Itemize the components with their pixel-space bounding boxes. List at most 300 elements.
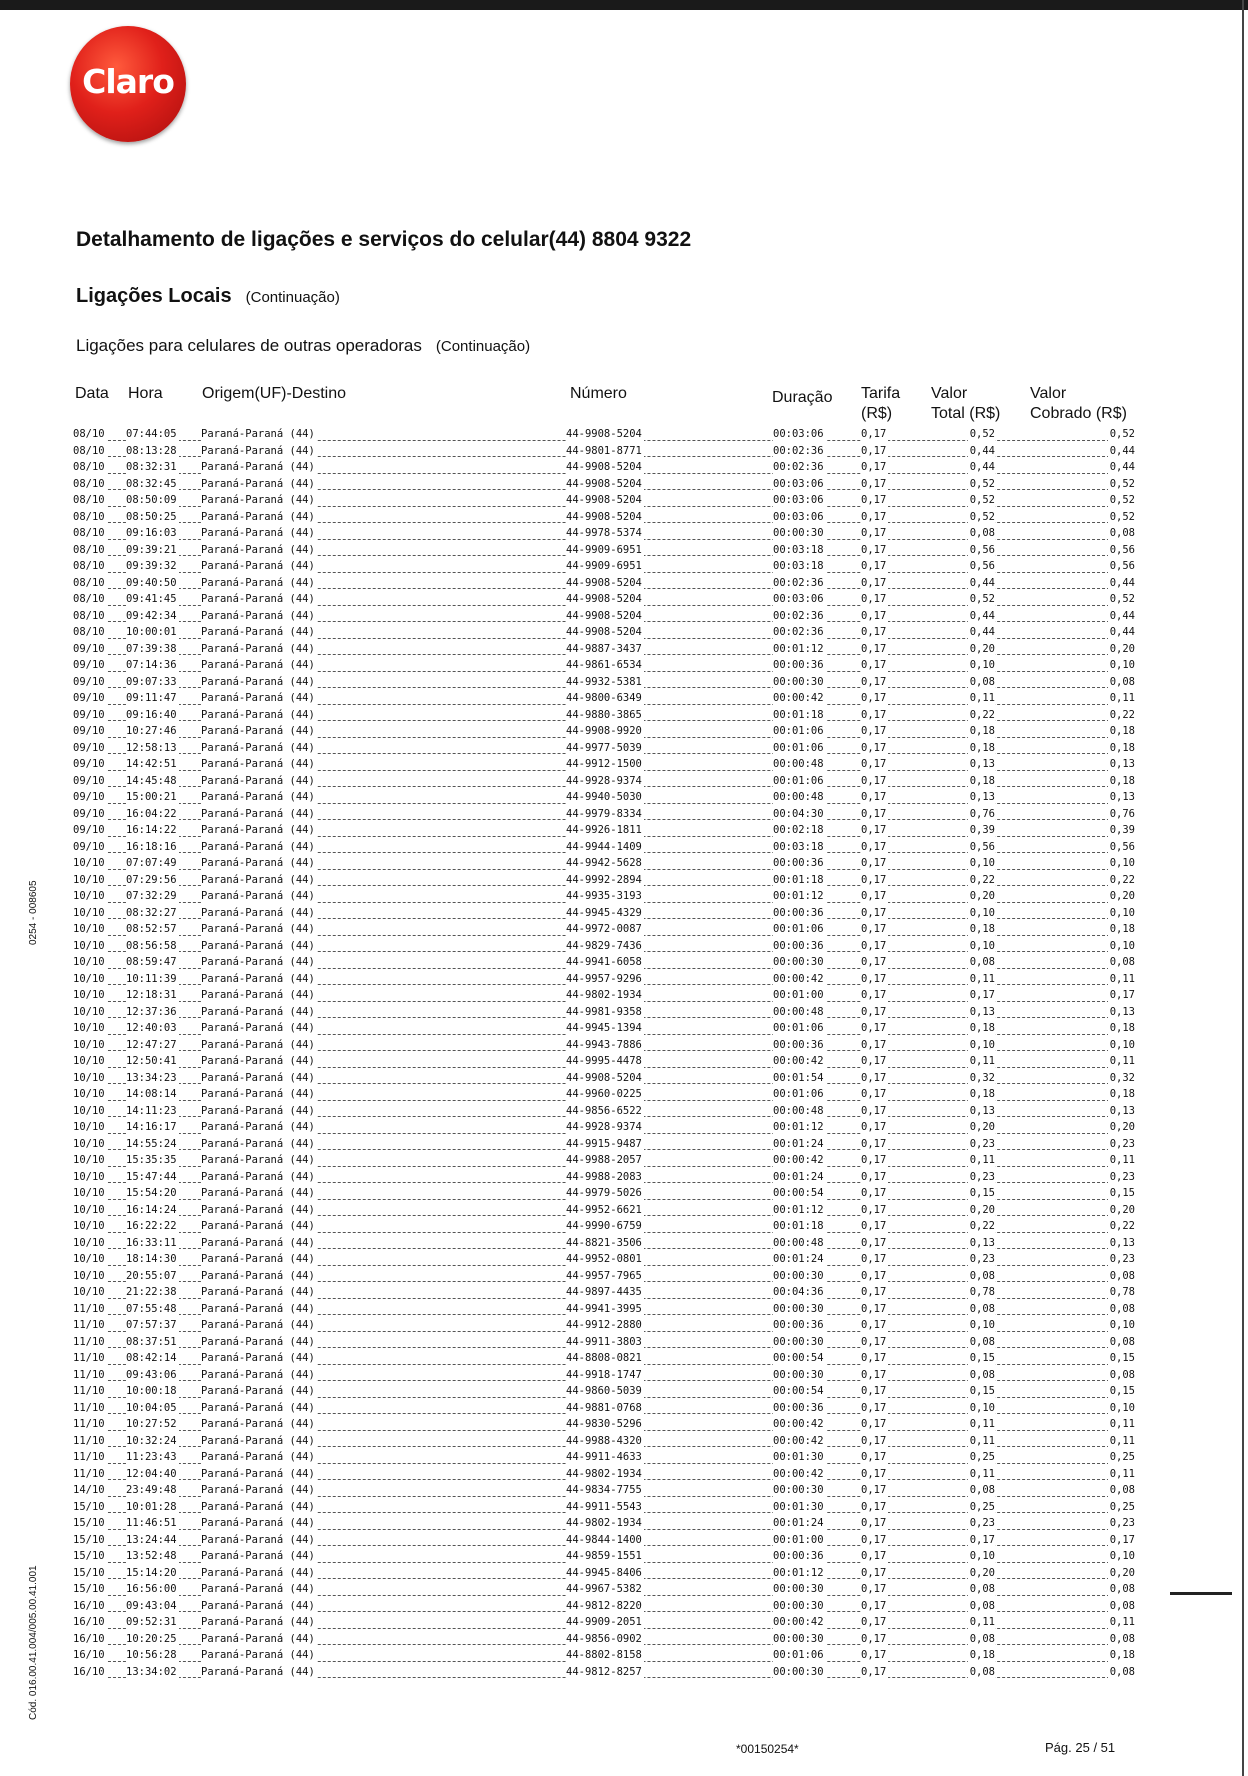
cell-duracao: 00:00:30 bbox=[773, 1583, 824, 1595]
cell-origem: Paraná-Paraná (44) bbox=[201, 444, 315, 457]
cell-valor-cobrado: 0,17 bbox=[1109, 1533, 1135, 1546]
cell-tarifa: 0,17 bbox=[861, 1187, 887, 1199]
cell-data: 09/10 bbox=[73, 692, 105, 704]
cell-valor-total: 0,39 bbox=[969, 824, 995, 836]
cell-data: 16/10 bbox=[73, 1599, 105, 1612]
cell-hora: 09:43:06 bbox=[126, 1368, 177, 1381]
cell-numero: 44-9908-5204 bbox=[566, 593, 642, 605]
cell-origem: Paraná-Paraná (44) bbox=[201, 1451, 315, 1463]
cell-valor-total: 0,18 bbox=[969, 1088, 995, 1100]
cell-numero: 44-9957-9296 bbox=[566, 972, 642, 985]
cell-valor-total: 0,08 bbox=[969, 956, 995, 968]
cell-hora: 07:29:56 bbox=[126, 873, 177, 886]
cell-numero: 44-9908-5204 bbox=[566, 494, 642, 506]
cell-data: 10/10 bbox=[73, 1170, 105, 1183]
cell-tarifa: 0,17 bbox=[861, 1220, 887, 1232]
cell-tarifa: 0,17 bbox=[861, 1550, 887, 1562]
cell-duracao: 00:00:42 bbox=[773, 972, 824, 985]
cell-origem: Paraná-Paraná (44) bbox=[201, 1517, 315, 1529]
document-title: Detalhamento de ligações e serviços do celular(44) 8804 9322 bbox=[76, 228, 692, 251]
cell-numero: 44-9800-6349 bbox=[566, 692, 642, 704]
cell-data: 10/10 bbox=[73, 1104, 105, 1117]
cell-valor-cobrado: 0,44 bbox=[1109, 576, 1135, 589]
cell-tarifa: 0,17 bbox=[861, 873, 887, 886]
cell-valor-cobrado: 0,08 bbox=[1109, 1302, 1135, 1315]
cell-data: 09/10 bbox=[73, 758, 105, 770]
cell-data: 10/10 bbox=[73, 857, 105, 869]
table-row bbox=[73, 1301, 1135, 1318]
logo-text: Claro bbox=[82, 62, 174, 101]
cell-origem: Paraná-Paraná (44) bbox=[201, 1467, 315, 1480]
cell-duracao: 00:00:30 bbox=[773, 1302, 824, 1315]
cell-hora: 13:34:02 bbox=[126, 1665, 177, 1678]
table-row bbox=[73, 525, 1135, 542]
table-row bbox=[73, 1086, 1135, 1103]
cell-duracao: 00:00:36 bbox=[773, 1401, 824, 1414]
cell-numero: 44-9979-5026 bbox=[566, 1187, 642, 1199]
cell-duracao: 00:00:54 bbox=[773, 1385, 824, 1397]
cell-duracao: 00:01:12 bbox=[773, 642, 824, 655]
cell-tarifa: 0,17 bbox=[861, 1467, 887, 1480]
cell-origem: Paraná-Paraná (44) bbox=[201, 494, 315, 506]
cell-valor-cobrado: 0,11 bbox=[1109, 1616, 1135, 1628]
cell-duracao: 00:00:48 bbox=[773, 1236, 824, 1249]
cell-hora: 18:14:30 bbox=[126, 1253, 177, 1265]
cell-duracao: 00:01:12 bbox=[773, 1203, 824, 1216]
table-row bbox=[73, 591, 1135, 608]
cell-duracao: 00:01:12 bbox=[773, 1566, 824, 1579]
cell-valor-total: 0,56 bbox=[969, 840, 995, 853]
table-row bbox=[73, 426, 1135, 443]
cell-valor-cobrado: 0,10 bbox=[1109, 659, 1135, 671]
cell-valor-cobrado: 0,44 bbox=[1109, 609, 1135, 622]
cell-valor-total: 0,23 bbox=[969, 1253, 995, 1265]
cell-valor-cobrado: 0,20 bbox=[1109, 1203, 1135, 1216]
page-number bbox=[1045, 1740, 1115, 1755]
cell-origem: Paraná-Paraná (44) bbox=[201, 1137, 315, 1150]
cell-duracao: 00:01:06 bbox=[773, 774, 824, 787]
cell-origem: Paraná-Paraná (44) bbox=[201, 774, 315, 787]
table-row bbox=[73, 1020, 1135, 1037]
cell-hora: 16:33:11 bbox=[126, 1236, 177, 1249]
subsection-heading bbox=[76, 336, 530, 356]
cell-numero: 44-9911-3803 bbox=[566, 1335, 642, 1348]
cell-numero: 44-9908-5204 bbox=[566, 626, 642, 638]
cell-valor-total: 0,08 bbox=[969, 1599, 995, 1612]
cell-valor-total: 0,13 bbox=[969, 1005, 995, 1018]
cell-duracao: 00:01:24 bbox=[773, 1253, 824, 1265]
cell-valor-cobrado: 0,23 bbox=[1109, 1253, 1135, 1265]
cell-hora: 08:32:31 bbox=[126, 461, 177, 473]
cell-duracao: 00:00:48 bbox=[773, 1104, 824, 1117]
cell-hora: 15:00:21 bbox=[126, 791, 177, 803]
cell-origem: Paraná-Paraná (44) bbox=[201, 477, 315, 490]
cell-data: 10/10 bbox=[73, 1187, 105, 1199]
cell-valor-cobrado: 0,10 bbox=[1109, 857, 1135, 869]
cell-valor-total: 0,08 bbox=[969, 1335, 995, 1348]
cell-numero: 44-9887-3437 bbox=[566, 642, 642, 655]
table-row bbox=[73, 723, 1135, 740]
cell-hora: 07:39:38 bbox=[126, 642, 177, 655]
cell-data: 10/10 bbox=[73, 1203, 105, 1216]
cell-numero: 44-9928-9374 bbox=[566, 1121, 642, 1133]
cell-duracao: 00:01:12 bbox=[773, 890, 824, 902]
cell-origem: Paraná-Paraná (44) bbox=[201, 1220, 315, 1232]
cell-hora: 10:01:28 bbox=[126, 1500, 177, 1513]
cell-hora: 14:08:14 bbox=[126, 1088, 177, 1100]
table-row bbox=[73, 1383, 1135, 1400]
cell-valor-cobrado: 0,10 bbox=[1109, 939, 1135, 952]
cell-hora: 16:22:22 bbox=[126, 1220, 177, 1232]
table-row bbox=[73, 1548, 1135, 1565]
col-header-tarifa-label: Tarifa bbox=[861, 385, 901, 402]
cell-origem: Paraná-Paraná (44) bbox=[201, 1286, 315, 1298]
cell-duracao: 00:01:06 bbox=[773, 1649, 824, 1661]
cell-valor-total: 0,18 bbox=[969, 774, 995, 787]
table-row bbox=[73, 1532, 1135, 1549]
table-row bbox=[73, 855, 1135, 872]
cell-valor-total: 0,56 bbox=[969, 543, 995, 556]
cell-valor-cobrado: 0,52 bbox=[1109, 593, 1135, 605]
cell-hora: 10:11:39 bbox=[126, 972, 177, 985]
table-row bbox=[73, 575, 1135, 592]
cell-numero: 44-9972-0087 bbox=[566, 923, 642, 935]
cell-data: 09/10 bbox=[73, 840, 105, 853]
cell-hora: 08:32:45 bbox=[126, 477, 177, 490]
cell-data: 10/10 bbox=[73, 956, 105, 968]
cell-duracao: 00:00:42 bbox=[773, 1434, 824, 1447]
cell-hora: 08:59:47 bbox=[126, 956, 177, 968]
cell-origem: Paraná-Paraná (44) bbox=[201, 1121, 315, 1133]
cell-numero: 44-9978-5374 bbox=[566, 527, 642, 539]
cell-numero: 44-9856-6522 bbox=[566, 1104, 642, 1117]
cell-valor-cobrado: 0,13 bbox=[1109, 1005, 1135, 1018]
cell-hora: 10:56:28 bbox=[126, 1649, 177, 1661]
cell-numero: 44-9908-5204 bbox=[566, 510, 642, 523]
cell-tarifa: 0,17 bbox=[861, 428, 887, 440]
table-row bbox=[73, 1251, 1135, 1268]
cell-data: 08/10 bbox=[73, 527, 105, 539]
cell-hora: 16:14:22 bbox=[126, 824, 177, 836]
cell-numero: 44-9908-5204 bbox=[566, 477, 642, 490]
cell-data: 10/10 bbox=[73, 1286, 105, 1298]
cell-tarifa: 0,17 bbox=[861, 1451, 887, 1463]
cell-data: 11/10 bbox=[73, 1385, 105, 1397]
cell-valor-cobrado: 0,11 bbox=[1109, 1418, 1135, 1430]
cell-valor-total: 0,15 bbox=[969, 1187, 995, 1199]
cell-valor-cobrado: 0,18 bbox=[1109, 1649, 1135, 1661]
cell-valor-total: 0,11 bbox=[969, 1055, 995, 1067]
cell-tarifa: 0,17 bbox=[861, 890, 887, 902]
cell-valor-total: 0,18 bbox=[969, 923, 995, 935]
table-row bbox=[73, 822, 1135, 839]
cell-tarifa: 0,17 bbox=[861, 1319, 887, 1331]
margin-mark bbox=[1170, 1592, 1232, 1595]
table-row bbox=[73, 492, 1135, 509]
cell-origem: Paraná-Paraná (44) bbox=[201, 939, 315, 952]
cell-origem: Paraná-Paraná (44) bbox=[201, 824, 315, 836]
cell-origem: Paraná-Paraná (44) bbox=[201, 1319, 315, 1331]
cell-valor-total: 0,22 bbox=[969, 1220, 995, 1232]
cell-hora: 16:56:00 bbox=[126, 1583, 177, 1595]
cell-numero: 44-9861-6534 bbox=[566, 659, 642, 671]
cell-numero: 44-9802-1934 bbox=[566, 989, 642, 1001]
cell-valor-total: 0,56 bbox=[969, 560, 995, 572]
cell-hora: 13:52:48 bbox=[126, 1550, 177, 1562]
cell-data: 11/10 bbox=[73, 1418, 105, 1430]
table-row bbox=[73, 1136, 1135, 1153]
cell-data: 09/10 bbox=[73, 708, 105, 721]
cell-numero: 44-9829-7436 bbox=[566, 939, 642, 952]
cell-hora: 09:40:50 bbox=[126, 576, 177, 589]
cell-hora: 07:55:48 bbox=[126, 1302, 177, 1315]
cell-tarifa: 0,17 bbox=[861, 824, 887, 836]
cell-valor-total: 0,44 bbox=[969, 576, 995, 589]
cell-data: 09/10 bbox=[73, 774, 105, 787]
cell-valor-cobrado: 0,18 bbox=[1109, 1088, 1135, 1100]
cell-origem: Paraná-Paraná (44) bbox=[201, 741, 315, 754]
cell-origem: Paraná-Paraná (44) bbox=[201, 527, 315, 539]
cell-valor-total: 0,78 bbox=[969, 1286, 995, 1298]
cell-origem: Paraná-Paraná (44) bbox=[201, 791, 315, 803]
cell-valor-cobrado: 0,10 bbox=[1109, 1550, 1135, 1562]
table-row bbox=[73, 1317, 1135, 1334]
cell-origem: Paraná-Paraná (44) bbox=[201, 1599, 315, 1612]
cell-origem: Paraná-Paraná (44) bbox=[201, 642, 315, 655]
cell-data: 16/10 bbox=[73, 1616, 105, 1628]
cell-data: 10/10 bbox=[73, 939, 105, 952]
cell-tarifa: 0,17 bbox=[861, 725, 887, 737]
cell-duracao: 00:01:24 bbox=[773, 1137, 824, 1150]
cell-origem: Paraná-Paraná (44) bbox=[201, 708, 315, 721]
cell-valor-cobrado: 0,23 bbox=[1109, 1170, 1135, 1183]
cell-valor-cobrado: 0,18 bbox=[1109, 923, 1135, 935]
cell-tarifa: 0,17 bbox=[861, 1616, 887, 1628]
cell-tarifa: 0,17 bbox=[861, 923, 887, 935]
cell-numero: 44-9860-5039 bbox=[566, 1385, 642, 1397]
cell-valor-cobrado: 0,20 bbox=[1109, 642, 1135, 655]
cell-data: 10/10 bbox=[73, 1038, 105, 1051]
cell-hora: 12:58:13 bbox=[126, 741, 177, 754]
subsection-note: (Continuação) bbox=[435, 338, 531, 355]
cell-hora: 09:52:31 bbox=[126, 1616, 177, 1628]
cell-numero: 44-9908-9920 bbox=[566, 725, 642, 737]
cell-numero: 44-9908-5204 bbox=[566, 576, 642, 589]
cell-hora: 14:42:51 bbox=[126, 758, 177, 770]
cell-data: 08/10 bbox=[73, 494, 105, 506]
cell-origem: Paraná-Paraná (44) bbox=[201, 1484, 315, 1496]
cell-data: 10/10 bbox=[73, 1154, 105, 1166]
cell-valor-total: 0,20 bbox=[969, 642, 995, 655]
table-row bbox=[73, 1614, 1135, 1631]
table-row bbox=[73, 1466, 1135, 1483]
cell-valor-cobrado: 0,56 bbox=[1109, 560, 1135, 572]
cell-tarifa: 0,17 bbox=[861, 477, 887, 490]
table-row bbox=[73, 1515, 1135, 1532]
cell-valor-cobrado: 0,32 bbox=[1109, 1071, 1135, 1084]
cell-origem: Paraná-Paraná (44) bbox=[201, 609, 315, 622]
cell-valor-cobrado: 0,08 bbox=[1109, 675, 1135, 688]
cell-duracao: 00:02:36 bbox=[773, 576, 824, 589]
table-row bbox=[73, 1581, 1135, 1598]
cell-valor-total: 0,08 bbox=[969, 1269, 995, 1282]
cell-data: 09/10 bbox=[73, 725, 105, 737]
cell-valor-total: 0,32 bbox=[969, 1071, 995, 1084]
table-row bbox=[73, 1268, 1135, 1285]
cell-numero: 44-9802-1934 bbox=[566, 1467, 642, 1480]
table-row bbox=[73, 1218, 1135, 1235]
table-row bbox=[73, 987, 1135, 1004]
cell-valor-total: 0,23 bbox=[969, 1517, 995, 1529]
cell-data: 11/10 bbox=[73, 1368, 105, 1381]
cell-data: 08/10 bbox=[73, 626, 105, 638]
cell-tarifa: 0,17 bbox=[861, 741, 887, 754]
cell-numero: 44-9988-2083 bbox=[566, 1170, 642, 1183]
cell-tarifa: 0,17 bbox=[861, 1665, 887, 1678]
cell-tarifa: 0,17 bbox=[861, 1005, 887, 1018]
cell-duracao: 00:00:36 bbox=[773, 659, 824, 671]
cell-origem: Paraná-Paraná (44) bbox=[201, 807, 315, 820]
cell-duracao: 00:02:18 bbox=[773, 824, 824, 836]
cell-numero: 44-9830-5296 bbox=[566, 1418, 642, 1430]
cell-numero: 44-9988-4320 bbox=[566, 1434, 642, 1447]
cell-valor-cobrado: 0,56 bbox=[1109, 840, 1135, 853]
table-row bbox=[73, 1152, 1135, 1169]
cell-hora: 12:18:31 bbox=[126, 989, 177, 1001]
cell-tarifa: 0,17 bbox=[861, 1599, 887, 1612]
cell-hora: 14:55:24 bbox=[126, 1137, 177, 1150]
cell-tarifa: 0,17 bbox=[861, 956, 887, 968]
table-row bbox=[73, 905, 1135, 922]
cell-valor-total: 0,52 bbox=[969, 494, 995, 506]
cell-hora: 12:37:36 bbox=[126, 1005, 177, 1018]
cell-hora: 20:55:07 bbox=[126, 1269, 177, 1282]
cell-valor-total: 0,52 bbox=[969, 510, 995, 523]
table-row bbox=[73, 1202, 1135, 1219]
cell-tarifa: 0,17 bbox=[861, 1434, 887, 1447]
cell-numero: 44-9912-1500 bbox=[566, 758, 642, 770]
table-row bbox=[73, 1235, 1135, 1252]
cell-numero: 44-9908-5204 bbox=[566, 609, 642, 622]
table-row bbox=[73, 690, 1135, 707]
cell-duracao: 00:01:06 bbox=[773, 1088, 824, 1100]
cell-numero: 44-9967-5382 bbox=[566, 1583, 642, 1595]
cell-duracao: 00:00:30 bbox=[773, 1368, 824, 1381]
cell-data: 15/10 bbox=[73, 1583, 105, 1595]
cell-origem: Paraná-Paraná (44) bbox=[201, 873, 315, 886]
col-header-data: Data bbox=[75, 385, 109, 402]
cell-duracao: 00:01:30 bbox=[773, 1500, 824, 1513]
col-header-numero: Número bbox=[570, 385, 627, 402]
cell-origem: Paraná-Paraná (44) bbox=[201, 1418, 315, 1430]
cell-data: 08/10 bbox=[73, 510, 105, 523]
cell-duracao: 00:00:42 bbox=[773, 1418, 824, 1430]
cell-duracao: 00:01:00 bbox=[773, 1533, 824, 1546]
cell-numero: 44-9945-1394 bbox=[566, 1022, 642, 1034]
cell-data: 10/10 bbox=[73, 1088, 105, 1100]
table-row bbox=[73, 1499, 1135, 1516]
cell-hora: 10:04:05 bbox=[126, 1401, 177, 1414]
cell-valor-total: 0,44 bbox=[969, 609, 995, 622]
cell-valor-cobrado: 0,10 bbox=[1109, 1038, 1135, 1051]
cell-data: 08/10 bbox=[73, 543, 105, 556]
calls-table bbox=[73, 426, 1135, 1680]
cell-hora: 14:11:23 bbox=[126, 1104, 177, 1117]
cell-numero: 44-9941-6058 bbox=[566, 956, 642, 968]
cell-valor-total: 0,18 bbox=[969, 1022, 995, 1034]
cell-valor-cobrado: 0,20 bbox=[1109, 1121, 1135, 1133]
table-row bbox=[73, 921, 1135, 938]
table-row bbox=[73, 938, 1135, 955]
cell-valor-total: 0,23 bbox=[969, 1170, 995, 1183]
cell-numero: 44-9897-4435 bbox=[566, 1286, 642, 1298]
cell-hora: 07:44:05 bbox=[126, 428, 177, 440]
cell-hora: 09:11:47 bbox=[126, 692, 177, 704]
cell-tarifa: 0,17 bbox=[861, 609, 887, 622]
cell-data: 14/10 bbox=[73, 1484, 105, 1496]
table-row bbox=[73, 509, 1135, 526]
table-row bbox=[73, 641, 1135, 658]
cell-valor-total: 0,20 bbox=[969, 890, 995, 902]
cell-data: 08/10 bbox=[73, 576, 105, 589]
cell-duracao: 00:03:06 bbox=[773, 510, 824, 523]
cell-hora: 09:43:04 bbox=[126, 1599, 177, 1612]
cell-valor-cobrado: 0,52 bbox=[1109, 494, 1135, 506]
cell-valor-total: 0,11 bbox=[969, 1616, 995, 1628]
cell-valor-cobrado: 0,13 bbox=[1109, 791, 1135, 803]
cell-valor-total: 0,20 bbox=[969, 1203, 995, 1216]
cell-origem: Paraná-Paraná (44) bbox=[201, 1187, 315, 1199]
cell-numero: 44-9909-6951 bbox=[566, 560, 642, 572]
table-row bbox=[73, 740, 1135, 757]
cell-valor-total: 0,18 bbox=[969, 725, 995, 737]
cell-valor-total: 0,11 bbox=[969, 1467, 995, 1480]
cell-tarifa: 0,17 bbox=[861, 1583, 887, 1595]
cell-origem: Paraná-Paraná (44) bbox=[201, 1649, 315, 1661]
cell-origem: Paraná-Paraná (44) bbox=[201, 428, 315, 440]
cell-valor-cobrado: 0,11 bbox=[1109, 1467, 1135, 1480]
cell-duracao: 00:02:36 bbox=[773, 609, 824, 622]
cell-duracao: 00:01:06 bbox=[773, 1022, 824, 1034]
cell-origem: Paraná-Paraná (44) bbox=[201, 1335, 315, 1348]
cell-origem: Paraná-Paraná (44) bbox=[201, 1566, 315, 1579]
cell-valor-cobrado: 0,11 bbox=[1109, 1055, 1135, 1067]
cell-valor-cobrado: 0,52 bbox=[1109, 510, 1135, 523]
cell-valor-cobrado: 0,78 bbox=[1109, 1286, 1135, 1298]
cell-valor-total: 0,44 bbox=[969, 626, 995, 638]
cell-valor-cobrado: 0,22 bbox=[1109, 873, 1135, 886]
cell-numero: 44-9945-8406 bbox=[566, 1566, 642, 1579]
cell-duracao: 00:01:18 bbox=[773, 708, 824, 721]
table-row bbox=[73, 443, 1135, 460]
cell-hora: 08:50:09 bbox=[126, 494, 177, 506]
cell-duracao: 00:03:18 bbox=[773, 840, 824, 853]
cell-data: 11/10 bbox=[73, 1302, 105, 1315]
cell-origem: Paraná-Paraná (44) bbox=[201, 1302, 315, 1315]
cell-valor-cobrado: 0,22 bbox=[1109, 1220, 1135, 1232]
cell-valor-total: 0,20 bbox=[969, 1121, 995, 1133]
cell-valor-cobrado: 0,08 bbox=[1109, 1665, 1135, 1678]
cell-numero: 44-9932-5381 bbox=[566, 675, 642, 688]
cell-valor-total: 0,15 bbox=[969, 1385, 995, 1397]
cell-valor-cobrado: 0,11 bbox=[1109, 692, 1135, 704]
cell-origem: Paraná-Paraná (44) bbox=[201, 758, 315, 770]
cell-origem: Paraná-Paraná (44) bbox=[201, 1071, 315, 1084]
cell-valor-cobrado: 0,15 bbox=[1109, 1187, 1135, 1199]
cell-valor-total: 0,52 bbox=[969, 428, 995, 440]
cell-hora: 10:32:24 bbox=[126, 1434, 177, 1447]
cell-valor-total: 0,11 bbox=[969, 692, 995, 704]
